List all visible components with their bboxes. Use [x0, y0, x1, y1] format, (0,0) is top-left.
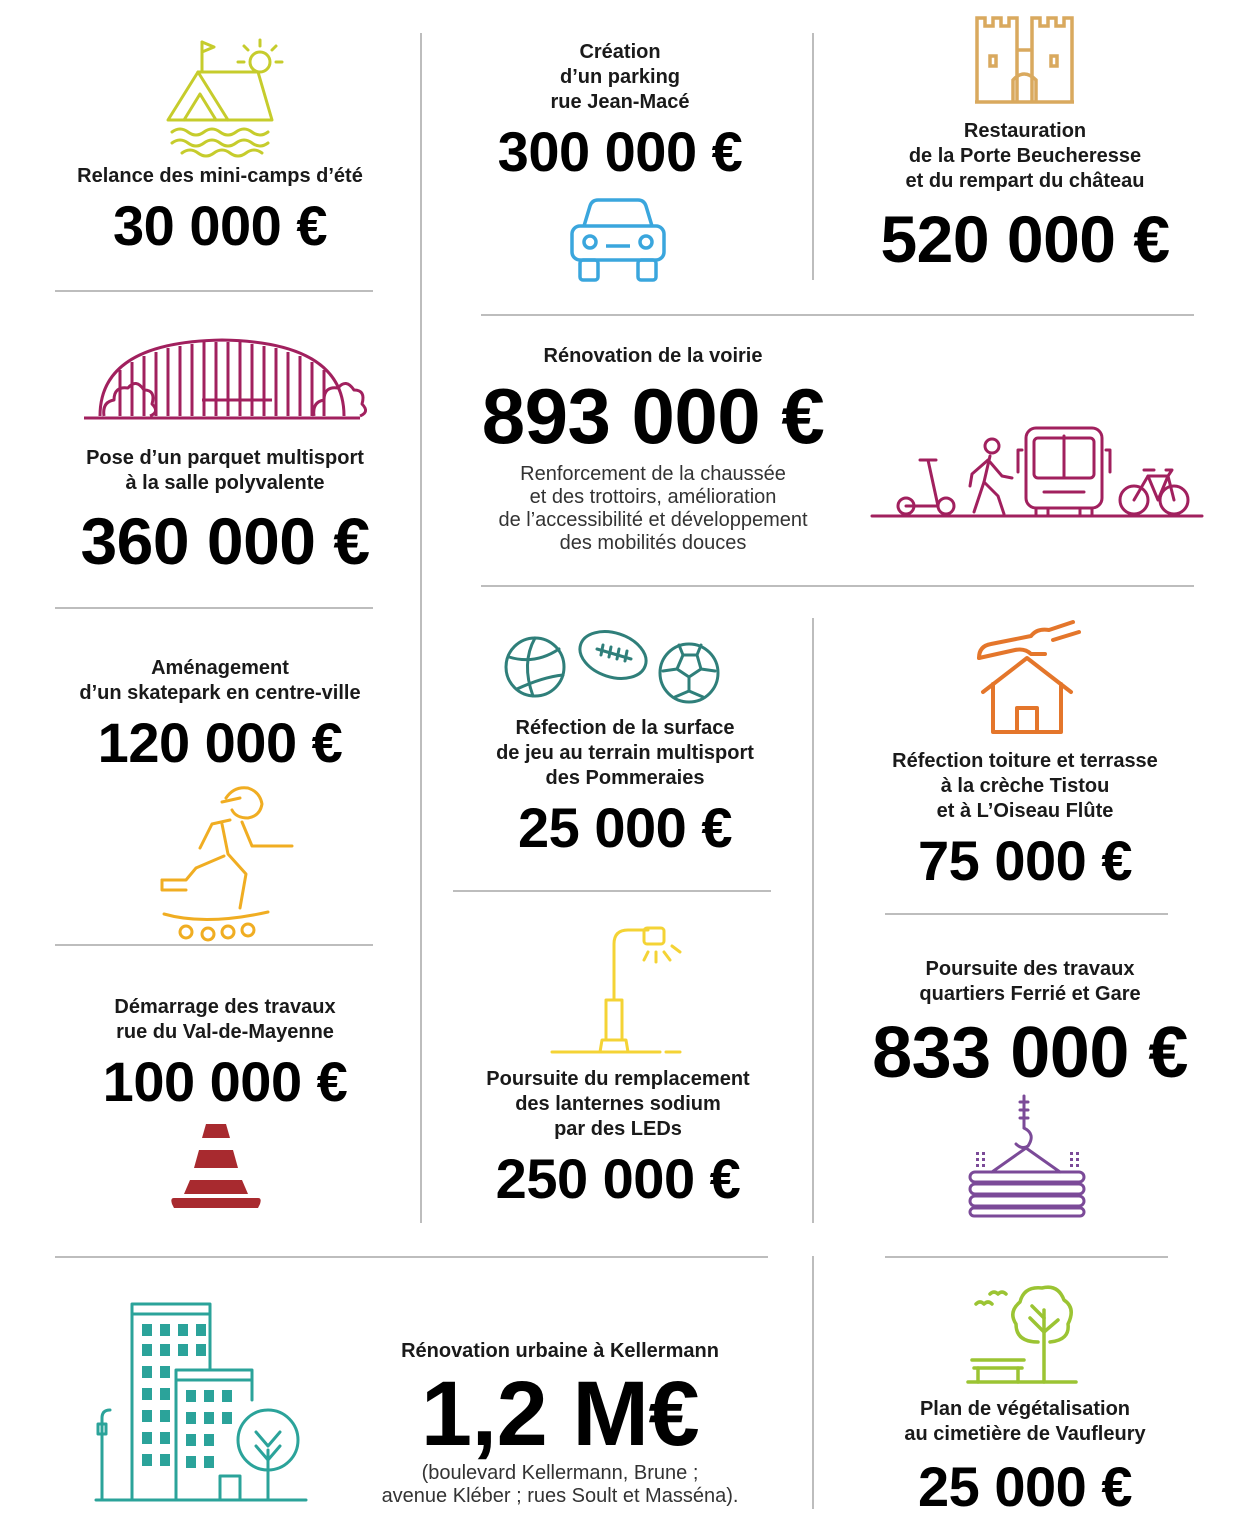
divider — [812, 618, 814, 1223]
divider — [481, 314, 1194, 316]
divider — [453, 890, 771, 892]
item-description: Renforcement de la chaussée et des trottoirs, amélioration de l’accessibilité et développement des mobilités douces — [498, 463, 808, 554]
item-title: Rénovation de la voirie — [543, 345, 763, 367]
sports-balls-icon — [503, 627, 720, 705]
tent-icon — [160, 32, 285, 157]
item-title: Relance des mini-camps d’été — [77, 165, 363, 187]
item-parquet — [40, 446, 410, 578]
divider — [885, 1256, 1168, 1258]
tree-bench-icon — [966, 1282, 1078, 1386]
item-led-lanterns — [433, 1067, 803, 1210]
mobility-icon — [872, 420, 1202, 520]
street-lamp-icon — [548, 924, 684, 1058]
item-title: Plan de végétalisation au cimetière de Vaufleury — [904, 1398, 1146, 1445]
divider — [812, 33, 814, 280]
item-description: (boulevard Kellermann, Brune ; avenue Kléber ; rues Soult et Masséna). — [381, 1462, 739, 1507]
item-title: Aménagement d’un skatepark en centre-ville — [79, 657, 361, 704]
item-parking — [440, 40, 800, 183]
crane-hook-icon — [966, 1094, 1090, 1218]
item-title: Rénovation urbaine à Kellermann — [401, 1340, 719, 1362]
sports-hall-icon — [82, 322, 362, 422]
item-sports-field — [440, 716, 810, 859]
item-amount: 250 000 € — [495, 1147, 741, 1210]
item-amount: 75 000 € — [918, 829, 1132, 892]
item-title: Restauration de la Porte Beucheresse et du rempart du château — [905, 120, 1145, 192]
item-amount: 893 000 € — [481, 372, 825, 460]
item-greening — [840, 1397, 1210, 1518]
item-nursery-roof — [840, 749, 1210, 892]
divider — [812, 1256, 814, 1509]
traffic-cone-icon — [170, 1122, 262, 1208]
item-mini-camps — [40, 164, 400, 257]
item-amount: 25 000 € — [518, 796, 732, 859]
divider — [481, 585, 1194, 587]
divider — [420, 33, 422, 1223]
item-amount: 360 000 € — [80, 504, 370, 578]
car-icon — [566, 196, 670, 284]
divider — [55, 944, 373, 946]
building-icon — [96, 1300, 306, 1504]
item-title: Création d’un parking rue Jean-Macé — [550, 41, 690, 113]
item-title: Réfection de la surface de jeu au terrain multisport des Pommeraies — [496, 717, 754, 789]
item-amount: 1,2 M€ — [420, 1363, 700, 1465]
divider — [55, 607, 373, 609]
item-amount: 833 000 € — [872, 1013, 1188, 1093]
item-title: Poursuite du remplacement des lanternes sodium par des LEDs — [486, 1068, 750, 1140]
item-title: Pose d’un parquet multisport à la salle polyvalente — [86, 447, 364, 494]
divider — [55, 1256, 768, 1258]
item-amount: 520 000 € — [880, 202, 1170, 276]
item-castle-restoration — [840, 119, 1210, 276]
item-title: Réfection toiture et terrasse à la crèche Tistou et à L’Oiseau Flûte — [892, 750, 1158, 822]
item-title: Poursuite des travaux quartiers Ferrié et Gare — [919, 958, 1141, 1005]
item-skatepark — [30, 656, 410, 774]
item-amount: 300 000 € — [497, 120, 743, 183]
item-val-de-mayenne — [40, 995, 410, 1113]
divider — [885, 913, 1168, 915]
castle-icon — [973, 14, 1076, 104]
item-amount: 100 000 € — [102, 1050, 348, 1113]
item-road-renovation — [453, 344, 853, 555]
item-amount: 30 000 € — [113, 194, 327, 257]
skateboarder-icon — [156, 784, 296, 944]
item-amount: 120 000 € — [97, 711, 343, 774]
item-ferrie-gare — [830, 957, 1230, 1093]
item-kellermann — [350, 1339, 770, 1508]
item-title: Démarrage des travaux rue du Val-de-Mayenne — [114, 996, 336, 1043]
item-amount: 25 000 € — [918, 1455, 1132, 1518]
divider — [55, 290, 373, 292]
house-roof-icon — [975, 618, 1085, 736]
